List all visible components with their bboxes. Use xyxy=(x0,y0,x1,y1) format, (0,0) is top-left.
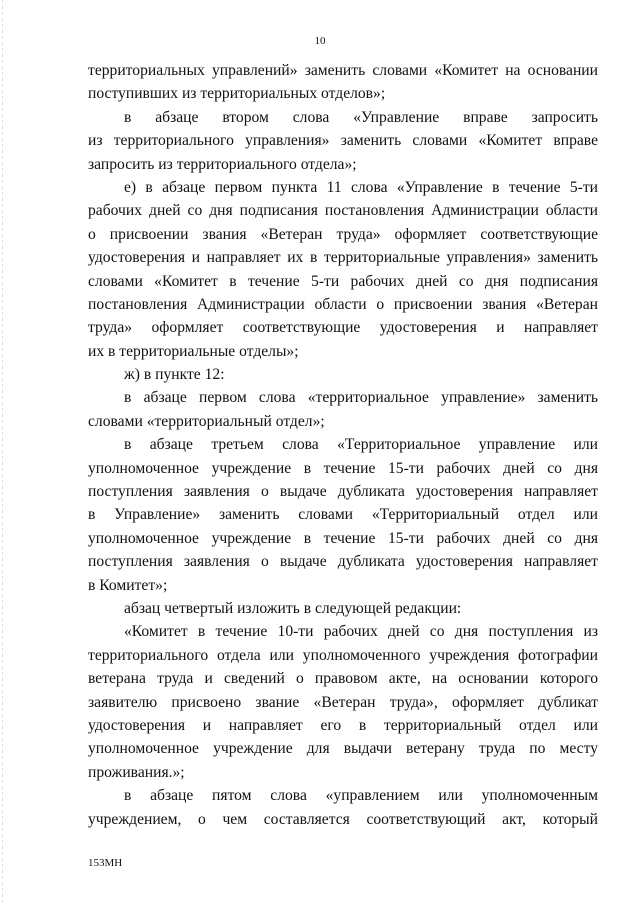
text-line: территориального отдела или уполномоченного учреждения фотографии xyxy=(88,646,598,664)
document-body xyxy=(88,59,598,831)
text-line: о присвоении звания «Ветеран труда» оформляет соответствующие xyxy=(88,225,598,243)
document-code: 153МН xyxy=(88,857,123,869)
text-line: удостоверения и направляет его в территориальный отдел или xyxy=(88,716,598,734)
text-line: из территориального управления» заменить словами «Комитет вправе xyxy=(88,132,598,150)
text-line: поступления заявления о выдаче дубликата удостоверения направляет xyxy=(88,483,598,501)
text-line: труда» оформляет соответствующие удостоверения и направляет xyxy=(88,319,598,337)
text-line: их в территориальные отделы»; xyxy=(88,342,299,360)
text-line: в Комитет»; xyxy=(88,576,168,594)
text-line: заявителю присвоено звание «Ветеран труда», оформляет дубликат xyxy=(88,693,598,711)
text-line: удостоверения и направляет их в территориальные управления» заменить xyxy=(88,249,598,267)
text-line: в Управление» заменить словами «Территориальный отдел или xyxy=(88,506,598,524)
text-line: абзац четвертый изложить в следующей редакции: xyxy=(124,599,462,617)
page-number: 10 xyxy=(314,35,326,47)
text-line: ж) в пункте 12: xyxy=(124,366,225,384)
text-line: ветерана труда и сведений о правовом акте, на основании которого xyxy=(88,670,598,688)
text-line: рабочих дней со дня подписания постановления Администрации области xyxy=(88,202,598,220)
text-line: территориальных управлений» заменить словами «Комитет на основании xyxy=(88,62,598,79)
text-line: проживания.»; xyxy=(88,763,185,781)
text-line: словами «территориальный отдел»; xyxy=(88,412,325,430)
text-line: поступивших из территориальных отделов»; xyxy=(88,85,386,103)
text-line: уполномоченное учреждение для выдачи ветерану труда по месту xyxy=(88,740,598,758)
text-line: поступления заявления о выдаче дубликата удостоверения направляет xyxy=(88,553,598,571)
text-line: запросить из территориального отдела»; xyxy=(88,155,357,173)
text-line: в абзаце третьем слова «Территориальное управление или xyxy=(124,436,598,454)
text-line: «Комитет в течение 10-ти рабочих дней со дня поступления из xyxy=(124,623,598,641)
text-line: уполномоченное учреждение в течение 15-ти рабочих дней со дня xyxy=(88,459,598,477)
text-line: в абзаце первом слова «территориальное управление» заменить xyxy=(124,389,598,407)
text-line: постановления Администрации области о присвоении звания «Ветеран xyxy=(88,295,598,313)
text-line: е) в абзаце первом пункта 11 слова «Управление в течение 5-ти xyxy=(124,178,598,196)
text-line: в абзаце пятом слова «управлением или уполномоченным xyxy=(124,787,598,805)
text-line: в абзаце втором слова «Управление вправе запросить xyxy=(124,108,598,126)
text-line: уполномоченное учреждение в течение 15-ти рабочих дней со дня xyxy=(88,529,598,547)
text-line: словами «Комитет в течение 5-ти рабочих дней со дня подписания xyxy=(88,272,598,290)
text-line: учреждением, о чем составляется соответствующий акт, который xyxy=(88,810,598,828)
